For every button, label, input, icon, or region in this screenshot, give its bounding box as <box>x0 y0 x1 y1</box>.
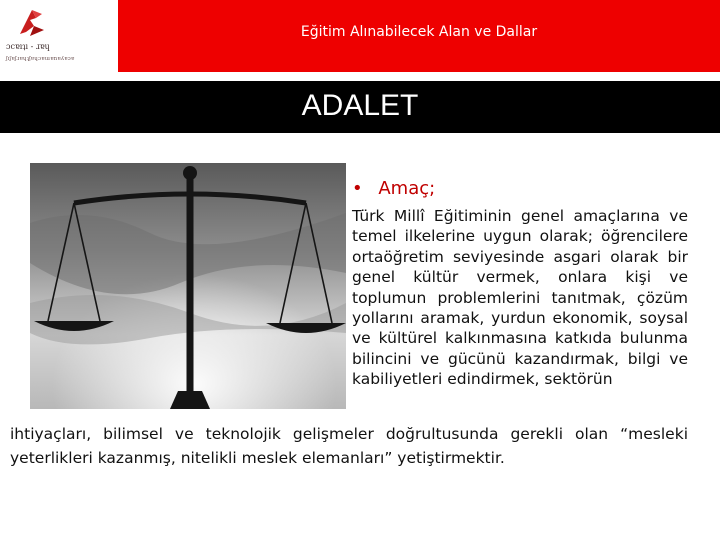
description-paragraph: Türk Millî Eğitiminin genel amaçlarına ve temel ilkelerine uygun olarak; öğrencilere ortaöğretim seviyesinde asgari olarak bir genel kültür vermek, onlara kişi ve toplumun problemlerini tanıtmak, çözüm yollarını aramak, yurdun ekonomik, soysal ve kültürel kalkınmasına katkıda bulunma bilincini ve gücünü kazandırmak, bilgi ve kabiliyetleri edindirmek, sektörün <box>352 207 688 389</box>
logo-mark-icon <box>14 4 50 40</box>
header-bar <box>0 0 720 72</box>
title-band <box>0 81 720 133</box>
bullet-marker: • <box>352 178 363 199</box>
logo-text-line1: ɔcɐıʇı - ɹɐɥ <box>6 42 50 51</box>
slide-title: ADALET <box>301 89 419 122</box>
logo-text-line2: ʃıʃɐʃɹɐɥʇʃɐɥɔɐɯɐnɐʎɐɔɐ <box>6 56 75 62</box>
justice-scales-photo <box>30 163 346 409</box>
logo <box>0 0 118 72</box>
header-title: Eğitim Alınabilecek Alan ve Dallar <box>300 24 538 40</box>
bullet-heading-text: Amaç; <box>378 178 436 199</box>
description-paragraph-continued: ihtiyaçları, bilimsel ve teknolojik gelişmeler doğrultusunda gerekli olan “mesleki yeterlikleri kazanmış, nitelikli meslek elemanları” yetiştirmektir. <box>10 425 688 467</box>
bullet-heading <box>352 178 435 199</box>
